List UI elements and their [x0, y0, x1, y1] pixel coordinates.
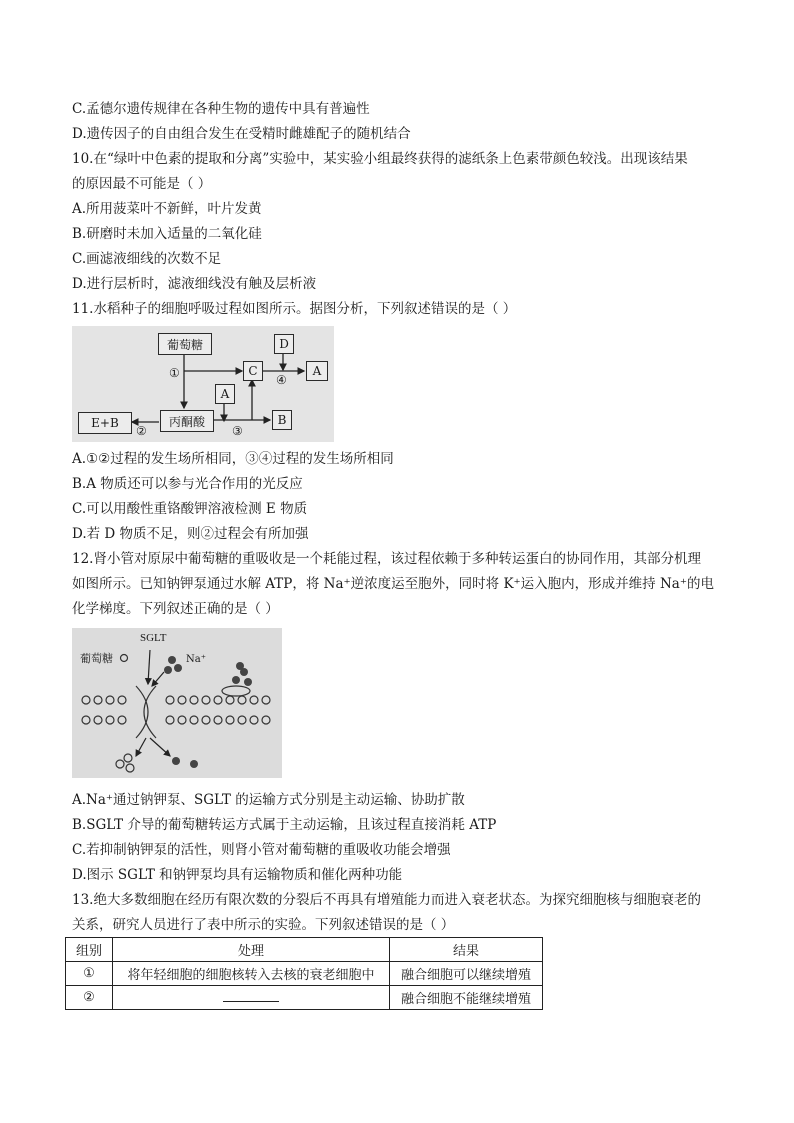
option-text: B.A 物质还可以参与光合作用的光反应	[72, 476, 303, 492]
b-box: B	[272, 410, 292, 430]
question-text: 如图所示。已知钠钾泵通过水解 ATP，将 Na⁺逆浓度运至胞外，同时将 K⁺运入胞内，形成并维持 Na⁺的电	[72, 576, 714, 592]
table-cell: ①	[66, 962, 113, 986]
option-text: D.进行层析时，滤液细线没有触及层析液	[72, 276, 317, 292]
option-text: D.遗传因子的自由组合发生在受精时雌雄配子的随机结合	[72, 126, 411, 142]
table-cell: 融合细胞不能继续增殖	[390, 986, 543, 1010]
respiration-diagram	[72, 326, 334, 442]
table-cell: ②	[66, 986, 113, 1010]
option-text: B.研磨时未加入适量的二氧化硅	[72, 226, 262, 242]
question-text: 的原因最不可能是（ ）	[72, 176, 212, 192]
option-text: C.孟德尔遗传规律在各种生物的遗传中具有普遍性	[72, 101, 370, 117]
table-cell: 将年轻细胞的细胞核转入去核的衰老细胞中	[113, 962, 390, 986]
option-text: D.图示 SGLT 和钠钾泵均具有运输物质和催化两种功能	[72, 867, 403, 883]
experiment-table	[65, 937, 543, 1010]
question-text: 12.肾小管对原尿中葡萄糖的重吸收是一个耗能过程，该过程依赖于多种转运蛋白的协同作用，其部分机理	[72, 551, 701, 567]
sglt-label: SGLT	[140, 632, 167, 644]
table-header: 结果	[390, 938, 543, 962]
table-cell: 融合细胞可以继续增殖	[390, 962, 543, 986]
option-text: A.①②过程的发生场所相同，③④过程的发生场所相同	[72, 451, 394, 467]
a-box-right: A	[306, 361, 328, 381]
option-text: D.若 D 物质不足，则②过程会有所加强	[72, 526, 309, 542]
a-box-middle: A	[215, 384, 235, 404]
option-text: B.SGLT 介导的葡萄糖转运方式属于主动运输，且该过程直接消耗 ATP	[72, 817, 497, 833]
pyruvate-box: 丙酮酸	[160, 410, 214, 432]
option-text: A.Na⁺通过钠钾泵、SGLT 的运输方式分别是主动运输、协助扩散	[72, 792, 465, 808]
table-cell-blank	[113, 986, 390, 1010]
membrane-transport-diagram	[72, 628, 282, 778]
option-text: C.可以用酸性重铬酸钾溶液检测 E 物质	[72, 501, 308, 517]
table-row	[66, 986, 543, 1010]
step-1-label: ①	[169, 366, 180, 380]
question-text: 13.绝大多数细胞在经历有限次数的分裂后不再具有增殖能力而进入衰老状态。为探究细胞核与细胞衰老的	[72, 892, 701, 908]
table-header: 组别	[66, 938, 113, 962]
table-header-row	[66, 938, 543, 962]
fill-in-blank	[223, 989, 279, 1002]
option-text: C.画滤液细线的次数不足	[72, 251, 222, 267]
option-text: A.所用菠菜叶不新鲜，叶片发黄	[72, 201, 262, 217]
question-text: 关系，研究人员进行了表中所示的实验。下列叙述错误的是（ ）	[72, 917, 455, 933]
eb-box: E+B	[78, 412, 132, 434]
question-text: 化学梯度。下列叙述正确的是（ ）	[72, 601, 279, 617]
step-4-label: ④	[276, 373, 287, 387]
question-text: 11.水稻种子的细胞呼吸过程如图所示。据图分析，下列叙述错误的是（ ）	[72, 301, 517, 317]
table-row	[66, 962, 543, 986]
step-2-label: ②	[136, 424, 147, 438]
glucose-box: 葡萄糖	[158, 333, 212, 355]
c-box: C	[243, 361, 263, 381]
option-text: C.若抑制钠钾泵的活性，则肾小管对葡萄糖的重吸收功能会增强	[72, 842, 451, 858]
table-header: 处理	[113, 938, 390, 962]
step-3-label: ③	[232, 424, 243, 438]
question-text: 10.在“绿叶中色素的提取和分离”实验中，某实验小组最终获得的滤纸条上色素带颜色较浅。出现该结果	[72, 151, 688, 167]
glucose-label: 葡萄糖	[80, 652, 113, 665]
d-box: D	[274, 334, 294, 354]
na-label: Na⁺	[186, 654, 206, 665]
